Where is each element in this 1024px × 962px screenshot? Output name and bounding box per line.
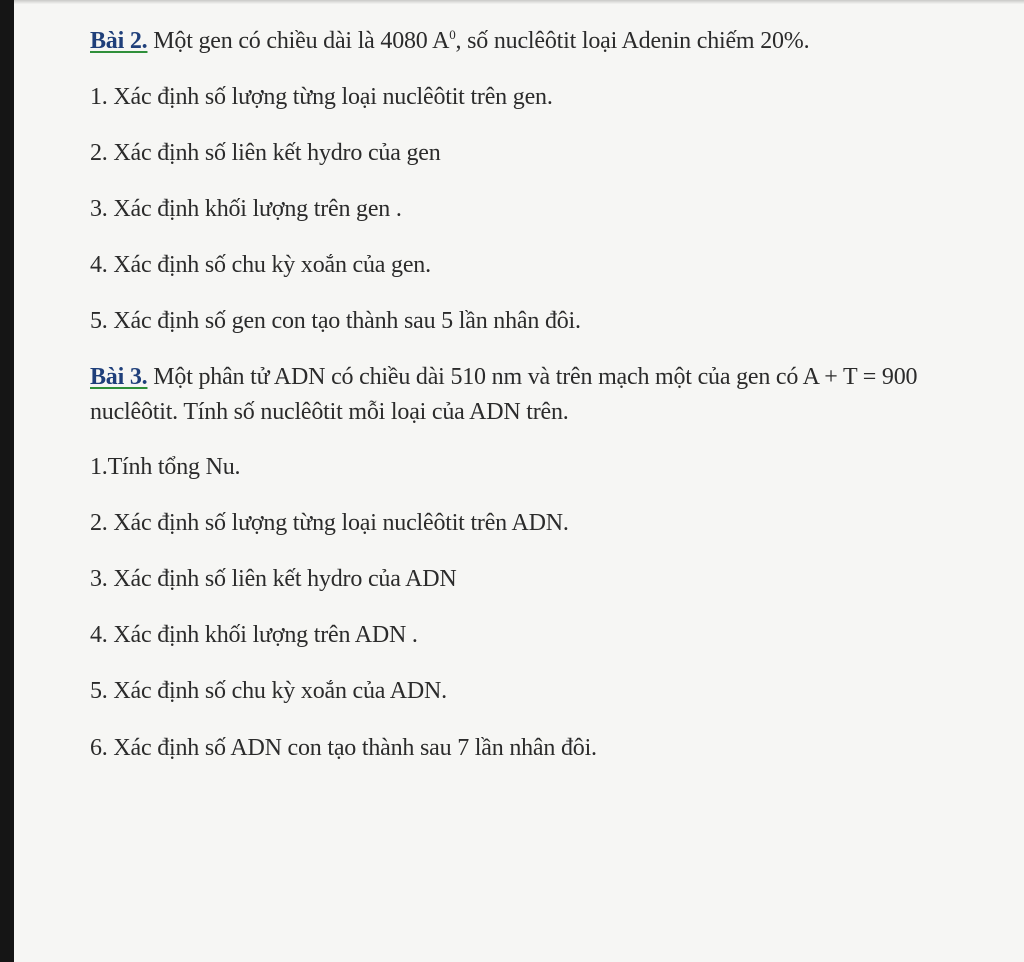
bai2-item-3: 3. Xác định khối lượng trên gen . bbox=[90, 196, 402, 222]
dark-left-border bbox=[0, 0, 14, 962]
bai2-item-5: 5. Xác định số gen con tạo thành sau 5 lần nhân đôi. bbox=[90, 308, 581, 334]
bai3-item-1: 1.Tính tổng Nu. bbox=[90, 454, 241, 480]
bai3-heading: Bài 3. bbox=[90, 364, 148, 390]
bai2-intro-text-end: , số nuclêôtit loại Adenin chiếm 20%. bbox=[455, 28, 810, 54]
document-page bbox=[14, 4, 1024, 962]
bai3-item-3: 3. Xác định số liên kết hydro của ADN bbox=[90, 566, 457, 592]
bai2-item-1: 1. Xác định số lượng từng loại nuclêôtit trên gen. bbox=[90, 84, 553, 110]
bai3-item-2: 2. Xác định số lượng từng loại nuclêôtit trên ADN. bbox=[90, 510, 569, 536]
bai2-item-4: 4. Xác định số chu kỳ xoắn của gen. bbox=[90, 252, 431, 278]
bai3-item-6: 6. Xác định số ADN con tạo thành sau 7 lần nhân đôi. bbox=[90, 735, 597, 761]
angstrom-superscript: 0 bbox=[449, 27, 456, 42]
bai3-item-5: 5. Xác định số chu kỳ xoắn của ADN. bbox=[90, 678, 447, 704]
bai2-heading: Bài 2. bbox=[90, 28, 148, 54]
bai3-item-4: 4. Xác định khối lượng trên ADN . bbox=[90, 622, 418, 648]
bai3-intro-line2: nuclêôtit. Tính số nuclêôtit mỗi loại của ADN trên. bbox=[90, 399, 569, 425]
bai2-intro-text: Một gen có chiều dài là 4080 A bbox=[147, 28, 450, 54]
bai3-intro-text: Một phân tử ADN có chiều dài 510 nm và trên mạch một của gen có A + T = 900 bbox=[147, 364, 918, 390]
bai2-item-2: 2. Xác định số liên kết hydro của gen bbox=[90, 140, 441, 166]
bai2-intro bbox=[90, 26, 809, 56]
bai3-intro-line1 bbox=[90, 362, 917, 392]
